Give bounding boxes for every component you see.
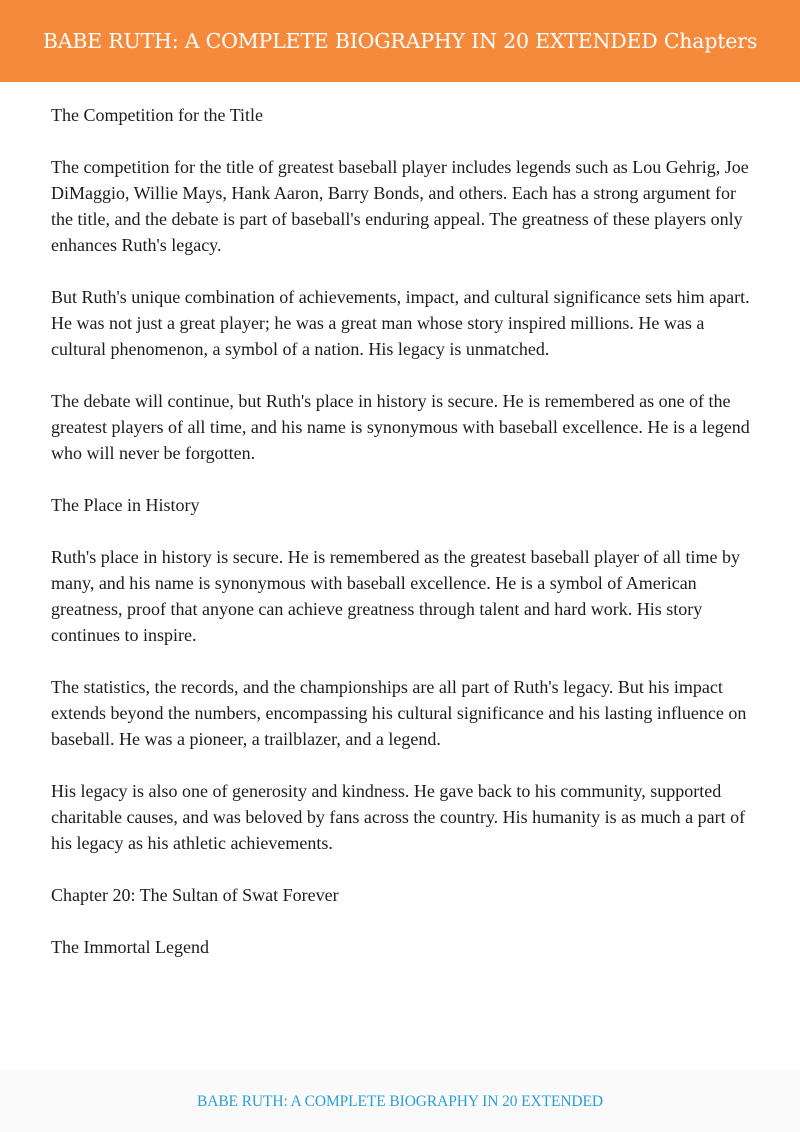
paragraph: His legacy is also one of generosity and kindness. He gave back to his community, supported charitable causes, and was beloved by fans across the country. His humanity is as much a part of his legacy as his athletic achievements. [51,781,746,853]
paragraph: The competition for the title of greatest baseball player includes legends such as Lou Gehrig, Joe DiMaggio, Willie Mays, Hank Aaron, Barry Bonds, and others. Each has a strong argument for the title, and the debate is part of baseball's enduring appeal. The greatness of these players only enhances Ruth's legacy. [51,157,749,255]
header-title: BABE RUTH: A COMPLETE BIOGRAPHY IN 20 EXTENDED Chapters [42,29,758,53]
page-footer [0,1071,800,1132]
paragraph: The statistics, the records, and the championships are all part of Ruth's legacy. But his impact extends beyond the numbers, encompassing his cultural significance and his lasting influence on baseball. He was a pioneer, a trailblazer, and a legend. [51,677,747,749]
page-header [0,0,800,82]
paragraph: Ruth's place in history is secure. He is remembered as the greatest baseball player of all time by many, and his name is synonymous with baseball excellence. He is a symbol of American greatness, proof that anyone can achieve greatness through talent and hard work. His story continues to inspire. [51,547,741,645]
section-heading-place-in-history: The Place in History [51,495,200,515]
chapter-heading: Chapter 20: The Sultan of Swat Forever [51,885,339,905]
footer-text: BABE RUTH: A COMPLETE BIOGRAPHY IN 20 EXTENDED [196,1092,603,1110]
document-body [51,102,751,986]
section-heading-competition: The Competition for the Title [51,105,263,125]
paragraph: The debate will continue, but Ruth's place in history is secure. He is remembered as one of the greatest players of all time, and his name is synonymous with baseball excellence. He is a legend who will never be forgotten. [51,391,750,463]
paragraph: But Ruth's unique combination of achievements, impact, and cultural significance sets him apart. He was not just a great player; he was a great man whose story inspired millions. He was a cultural phenomenon, a symbol of a nation. His legacy is unmatched. [51,287,750,359]
section-heading-immortal-legend: The Immortal Legend [51,937,209,957]
